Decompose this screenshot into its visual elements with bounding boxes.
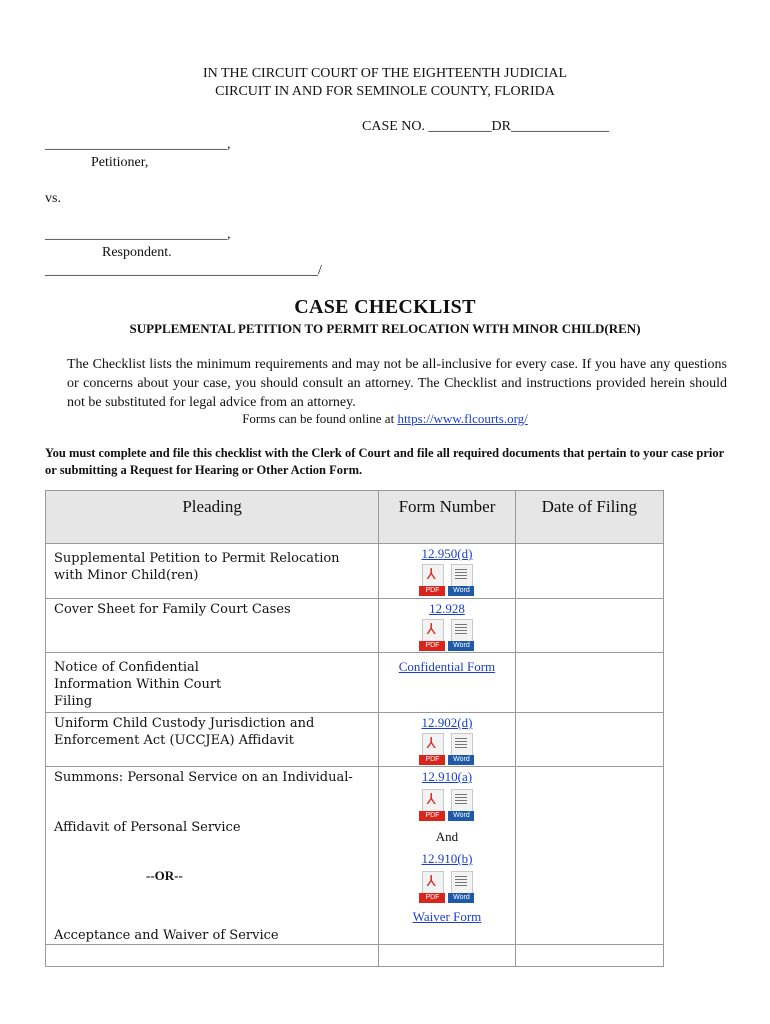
respondent-blank: __________________________,	[45, 227, 231, 242]
table-row	[46, 599, 664, 653]
or-separator: --OR--	[146, 868, 183, 883]
form-link[interactable]: 12.950(d)	[421, 546, 473, 561]
header-date-of-filing: Date of Filing	[515, 491, 663, 544]
pdf-icon[interactable]: ⅄ PDF	[419, 619, 445, 651]
form-link[interactable]: 12.910(a)	[421, 769, 473, 784]
case-number: CASE NO. _________DR______________	[362, 119, 609, 134]
date-of-filing-cell[interactable]	[515, 544, 663, 599]
date-of-filing-cell[interactable]	[515, 713, 663, 767]
instruction-text: You must complete and file this checklist with the Clerk of Court and file all required documents that pertain to your case prior or submitting a Request for Hearing or Other Action Form.	[45, 446, 724, 477]
form-link[interactable]: 12.902(d)	[421, 715, 473, 730]
date-of-filing-cell[interactable]	[515, 599, 663, 653]
pdf-icon[interactable]: ⅄ PDF	[419, 733, 445, 765]
word-document-icon[interactable]: Word	[448, 619, 474, 651]
date-of-filing-cell[interactable]	[515, 653, 663, 713]
word-document-icon[interactable]: Word	[448, 789, 474, 821]
table-row	[46, 544, 664, 599]
petitioner-label: Petitioner,	[91, 155, 149, 170]
forms-prefix: Forms can be found online at	[242, 411, 398, 426]
pleading-cell: Notice of Confidential Information Within Court Filing	[54, 660, 222, 709]
form-link[interactable]: Confidential Form	[398, 659, 496, 674]
document-subtitle: SUPPLEMENTAL PETITION TO PERMIT RELOCATION WITH MINOR CHILD(REN)	[129, 321, 641, 336]
vs-label: vs.	[45, 191, 61, 206]
date-of-filing-cell[interactable]	[515, 767, 663, 945]
pdf-icon[interactable]: ⅄ PDF	[419, 564, 445, 596]
court-line-2: CIRCUIT IN AND FOR SEMINOLE COUNTY, FLORIDA	[215, 84, 555, 99]
pleading-affidavit-service: Affidavit of Personal Service	[54, 820, 241, 835]
date-of-filing-cell[interactable]	[515, 945, 663, 967]
pleading-acceptance-waiver: Acceptance and Waiver of Service	[54, 928, 279, 943]
respondent-label: Respondent.	[102, 245, 172, 260]
word-document-icon[interactable]: Word	[448, 733, 474, 765]
forms-line	[0, 411, 770, 427]
intro-paragraph: The Checklist lists the minimum requirements and may not be all-inclusive for every case. If you have any questions or concerns about your case, you should consult an attorney. The Checklist and instructions provided herein should not be substituted for legal advice from an attorney.	[67, 357, 727, 410]
pdf-icon[interactable]: ⅄ PDF	[419, 871, 445, 903]
pleading-cell: Cover Sheet for Family Court Cases	[54, 602, 291, 617]
pleading-summons: Summons: Personal Service on an Individual-	[54, 770, 353, 785]
form-link[interactable]: 12.928	[429, 601, 465, 616]
word-document-icon[interactable]: Word	[448, 871, 474, 903]
header-pleading: Pleading	[46, 491, 379, 544]
table-row	[46, 767, 664, 945]
word-document-icon[interactable]: Word	[448, 564, 474, 596]
waiver-form-link[interactable]: Waiver Form	[412, 909, 482, 924]
pdf-icon[interactable]: ⅄ PDF	[419, 789, 445, 821]
petitioner-blank: __________________________,	[45, 137, 231, 152]
table-row	[46, 713, 664, 767]
court-line-1: IN THE CIRCUIT COURT OF THE EIGHTEENTH JUDICIAL	[202, 66, 568, 81]
pleading-cell: Uniform Child Custody Jurisdiction and Enforcement Act (UCCJEA) Affidavit	[54, 716, 315, 748]
flcourts-link[interactable]: https://www.flcourts.org/	[397, 411, 528, 426]
header-form-number: Form Number	[379, 491, 516, 544]
pleading-cell-empty	[46, 945, 379, 967]
form-cell-empty	[379, 945, 516, 967]
pleading-cell: Supplemental Petition to Permit Relocation with Minor Child(ren)	[54, 551, 340, 583]
checklist-table	[45, 490, 664, 967]
table-row-empty	[46, 945, 664, 967]
caption-closing-blank: _______________________________________/	[45, 263, 322, 278]
document-title: CASE CHECKLIST	[294, 296, 476, 318]
form-link[interactable]: 12.910(b)	[421, 851, 473, 866]
and-label: And	[435, 829, 459, 844]
court-heading	[0, 65, 770, 101]
table-row	[46, 653, 664, 713]
table-header-row	[46, 491, 664, 544]
